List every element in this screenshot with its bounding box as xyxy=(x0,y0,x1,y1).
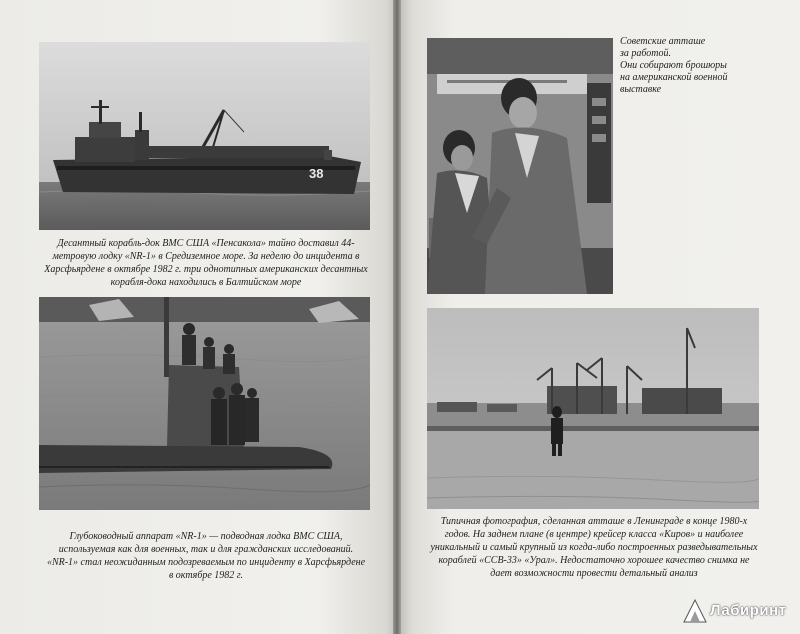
caption-line: за работой. xyxy=(620,48,672,59)
caption-line: «NR-1» стал неожиданным подозреваемым по инциденту в Харсфьярдене xyxy=(46,557,366,568)
caption-line: в октябре 1982 г. xyxy=(168,570,244,581)
labirint-logo-icon xyxy=(680,596,710,626)
photo-nr1-submarine xyxy=(39,297,370,510)
caption-line: метровую лодку «NR-1» в Средиземное море. За неделю до инцидента в xyxy=(52,251,360,262)
caption-soviet-attaches xyxy=(620,36,780,96)
caption-line: Харсфьярдене в октябре 1982 г. три однотипных американских десантных xyxy=(44,264,368,275)
caption-line: Десантный корабль-док ВМС США «Пенсакола» тайно доставил 44- xyxy=(57,238,355,249)
photo-landing-ship xyxy=(39,42,370,230)
caption-line: Типичная фотография, сделанная атташе в Ленинграде в конце 1980-х xyxy=(440,516,748,527)
caption-leningrad-harbor xyxy=(426,515,762,580)
caption-nr1-submarine xyxy=(38,530,374,582)
caption-line: Они собирают брошюры xyxy=(620,60,727,71)
caption-line: годов. На заднем плане (в центре) крейсер класса «Киров» и наиболее xyxy=(444,529,744,540)
ship-hull-number: 38 xyxy=(309,166,324,181)
caption-line: на американской военной xyxy=(620,72,728,83)
caption-line: дает возможности провести детальный анализ xyxy=(490,568,698,579)
caption-line: Советские атташе xyxy=(620,36,706,47)
photo-leningrad-harbor xyxy=(427,308,759,509)
caption-line: используемая как для военных, так и для гражданских исследований. xyxy=(58,544,354,555)
caption-line: уникальный и самый крупный из когда-либо построенных разведывательных xyxy=(430,542,758,553)
photo-soviet-attaches xyxy=(427,38,613,294)
caption-line: корабля-дока находились в Балтийском море xyxy=(110,277,302,288)
labirint-watermark xyxy=(680,596,788,626)
caption-line: Глубоководный аппарат «NR-1» — подводная лодка ВМС США, xyxy=(69,531,343,542)
watermark-text: Лабиринт xyxy=(710,602,787,619)
caption-landing-ship xyxy=(38,237,374,289)
caption-line: выставке xyxy=(620,84,662,95)
book-spine xyxy=(393,0,401,634)
caption-line: кораблей «ССВ-33» «Урал». Недостаточно хорошее качество снимка не xyxy=(438,555,750,566)
